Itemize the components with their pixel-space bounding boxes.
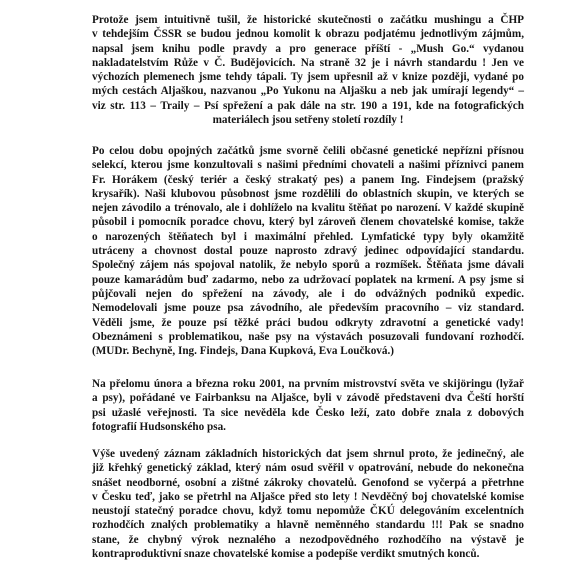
text-line: výchozích plemenech jsme tehdy tápali. Ty jsem upřesnil až v knize později, vydané po bbox=[92, 71, 524, 84]
text-line: (MUDr. Bechyně, Ing. Findejs, Dana Kupková, Eva Loučková.) bbox=[92, 345, 394, 358]
text-line: o narozených štěňatech byl i maximální přehled. Lymfatické typy byly okamžitě bbox=[92, 230, 524, 243]
text-line: Fr. Horákem (český teriér a český strakatý pes) a panem Ing. Findejsem (pražský bbox=[92, 173, 524, 186]
text-line: působil i pomocník poradce chovu, který byl zároveň členem chovatelské komise, takže bbox=[92, 216, 524, 229]
text-line: utráceny a chovnost dostal pouze naprosto zdravý jedinec odpovídající standardu. bbox=[92, 245, 524, 258]
text-line: nejen závodilo a trénovalo, ale i dohlíželo na kvalitu štěňat po narození. V každé skupině bbox=[92, 202, 524, 215]
paragraph-history-intro bbox=[92, 13, 524, 127]
text-line: a psy), pořádané ve Fairbanksu na Aljašce, byli v závodě představeni dva Čeští horští bbox=[92, 392, 524, 405]
text-line: Na přelomu února a března roku 2001, na prvním mistrovství světa ve skijöringu (lyžař bbox=[92, 378, 524, 390]
text-line: krysařík). Naši klubovou působnost jsme rozdělili do oblastních skupin, ve kterých se bbox=[92, 187, 524, 200]
text-line: mých cestách Aljaškou, nazvanou „Po Yukonu na Aljašku a neb jak umírají legendy“ – bbox=[92, 85, 524, 98]
text-line: Po celou dobu opojných začátků jsme svorně čelili občasné genetické nepřízni přísnou bbox=[92, 145, 524, 157]
paragraph-fairbanks-2001 bbox=[92, 377, 524, 434]
text-line: napsal jsem knihu podle pravdy a pro generace příští - „Mush Go.“ vydanou bbox=[92, 42, 524, 55]
text-line: snášet neodborné, osobní a zištné zákroky chovatelů. Genofond se vyčerpá a přetrhne bbox=[92, 476, 524, 489]
text-line: již křehký genetický základ, který nám osud svěřil v opatrování, nebude do nekonečna bbox=[92, 462, 524, 475]
paragraph-genetic-warning bbox=[92, 447, 524, 561]
text-line: Společný zájem nás spojoval natolik, že nebylo sporů a rozmíšek. Štěňata jsme dávali bbox=[92, 259, 524, 272]
text-line: v Česku teď, jako se přetrhl na Aljašce před sto lety ! Nevděčný boj chovatelské komise bbox=[92, 490, 524, 503]
text-line: kontraproduktivní snaze chovatelské komise a podepíše verdikt smutných konců. bbox=[92, 548, 480, 561]
text-line: Věděli jsme, že pouze psí těžké práci budou odkryty zdravotní a genetické vady! bbox=[92, 316, 524, 329]
text-line: selekcí, kterou jsme konzultovali s našimi předními chovateli a našimi příznivci panem bbox=[92, 159, 524, 172]
text-line: stane, že chybný výrok neznalého a nezodpovědného rozhodčího na výstavě je bbox=[92, 533, 524, 546]
text-line: půjčovali nejen do spřežení na závody, ale i do odvážných podniků expedic. bbox=[92, 287, 524, 300]
text-line: rozhodčích znalých problematiky a hlavně neměnného standardu !!! Pak se snadno bbox=[92, 519, 524, 532]
text-line: v tehdejším ČSSR se budou jednou komolit k obrazu podjatému jednotlivým zájmům, bbox=[92, 28, 524, 41]
text-line: pouze kamarádům buď zadarmo, nebo za udržovací poplatek na krmení. A psy jsme si bbox=[92, 273, 524, 286]
text-line: psi užaslé veřejnosti. Ta sice nevěděla kde Česko leží, zato dobře znala z dobových bbox=[92, 406, 524, 419]
text-line: neustojí statečný poradce chovu, když tomu nepomůže ČKÚ delegováním excelentních bbox=[92, 505, 524, 518]
text-line: fotografií Hudsonského psa. bbox=[92, 420, 226, 433]
paragraph-breeding-selection bbox=[92, 144, 524, 358]
text-line: materiálech jsou setřeny století rozdíly ! bbox=[212, 114, 404, 127]
text-line: Výše uvedený záznam základních historických dat jsem shrnul proto, že jedinečný, ale bbox=[92, 448, 524, 460]
text-line: Nemodelovali jsme pouze psa závodního, ale především pracovního – viz standard. bbox=[92, 302, 524, 315]
text-line: Obeznámeni s problematikou, naše psy na výstavách posuzovali fundovaní rozhodčí. bbox=[92, 330, 524, 343]
text-line: nakladatelstvím Růže v Č. Budějovicích. Na straně 32 je i návrh standardu ! Jen ve bbox=[92, 56, 524, 69]
text-line: Protože jsem intuitivně tušil, že historické skutečnosti o začátku mushingu a ČHP bbox=[92, 14, 524, 26]
text-line: viz str. 113 – Traily – Psí spřežení a pak dále na str. 190 a 191, kde na fotografických bbox=[92, 99, 524, 112]
